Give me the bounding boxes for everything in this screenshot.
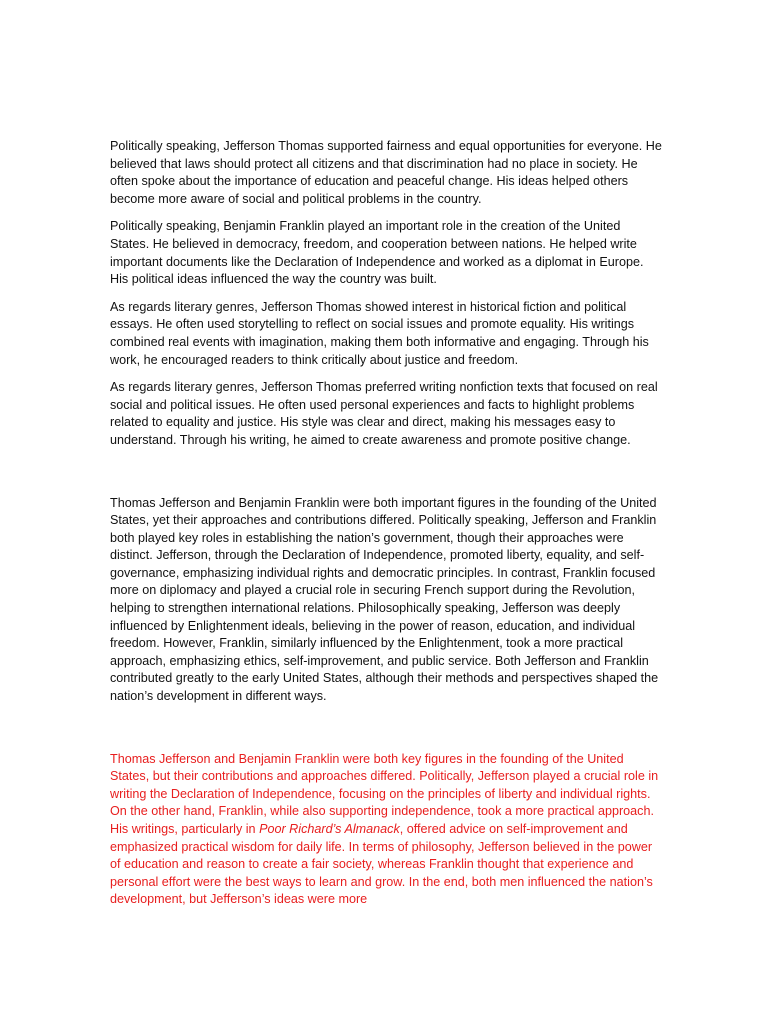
paragraph-jefferson-genres-nonfiction: As regards literary genres, Jefferson Thomas preferred writing nonfiction texts that focused on real social and political issues. He often used personal experiences and facts to highlight problems related to equality and justice. His style was clear and direct, making his messages easy to understand. Through his writing, he aimed to create awareness and promote positive change. — [110, 380, 658, 447]
document-page — [110, 138, 662, 919]
paragraph-comparison: Thomas Jefferson and Benjamin Franklin were both important figures in the founding of the United States, yet their approaches and contributions differed. Politically speaking, Jefferson and Franklin both played key roles in establishing the nation’s government, though their approaches were distinct. Jefferson, through the Declaration of Independence, promoted liberty, equality, and self-governance, emphasizing individual rights and democratic principles. In contrast, Franklin focused more on diplomacy and played a crucial role in securing French support during the Revolution, helping to strengthen international relations. Philosophically speaking, Jefferson was deeply influenced by Enlightenment ideals, believing in the power of reason, education, and individual freedom. However, Franklin, similarly influenced by the Enlightenment, took a more practical approach, emphasizing ethics, self-improvement, and public service. Both Jefferson and Franklin contributed greatly to the early United States, although their methods and perspectives shaped the nation’s development in different ways. — [110, 495, 659, 704]
paragraph-jefferson-politics: Politically speaking, Jefferson Thomas supported fairness and equal opportunities for everyone. He believed that laws should protect all citizens and that discrimination had no place in society. He often spoke about the importance of education and peaceful change. His ideas helped others become more aware of social and political problems in the country. — [110, 139, 662, 206]
paragraph-jefferson-genres-fiction: As regards literary genres, Jefferson Thomas showed interest in historical fiction and political essays. He often used storytelling to reflect on social issues and promote equality. His writings combined real events with imagination, making them both informative and engaging. Through his work, he encouraged readers to think critically about justice and freedom. — [110, 299, 649, 367]
red-paragraph-text-start: Thomas Jefferson and Benjamin Franklin were both key figures in the founding of the United States, but their contributions and approaches differed. Politically, Jefferson played a crucial role in writing the Declaration of Independence, focusing on the principles of liberty and individual rights. On the other hand, Franklin, while also supporting independence, took a more practical approach. His writings, particularly in — [110, 751, 659, 836]
red-paragraph-text-end: , offered advice on self-improvement and emphasized practical wisdom for daily life. In terms of philosophy, Jefferson believed in the power of education and reason to create a fair society, whereas Franklin thought that experience and personal effort were the best ways to learn and grow. In the end, both men influenced the nation’s development, but Jefferson’s ideas were more — [110, 822, 653, 907]
almanack-title: Poor Richard’s Almanack — [259, 822, 400, 836]
paragraph-comparison-red — [110, 751, 662, 909]
paragraph-franklin-politics: Politically speaking, Benjamin Franklin played an important role in the creation of the United States. He believed in democracy, freedom, and cooperation between nations. He helped write important documents like the Declaration of Independence and worked as a diplomat in Europe. His political ideas influenced the way the country was built. — [110, 219, 644, 287]
